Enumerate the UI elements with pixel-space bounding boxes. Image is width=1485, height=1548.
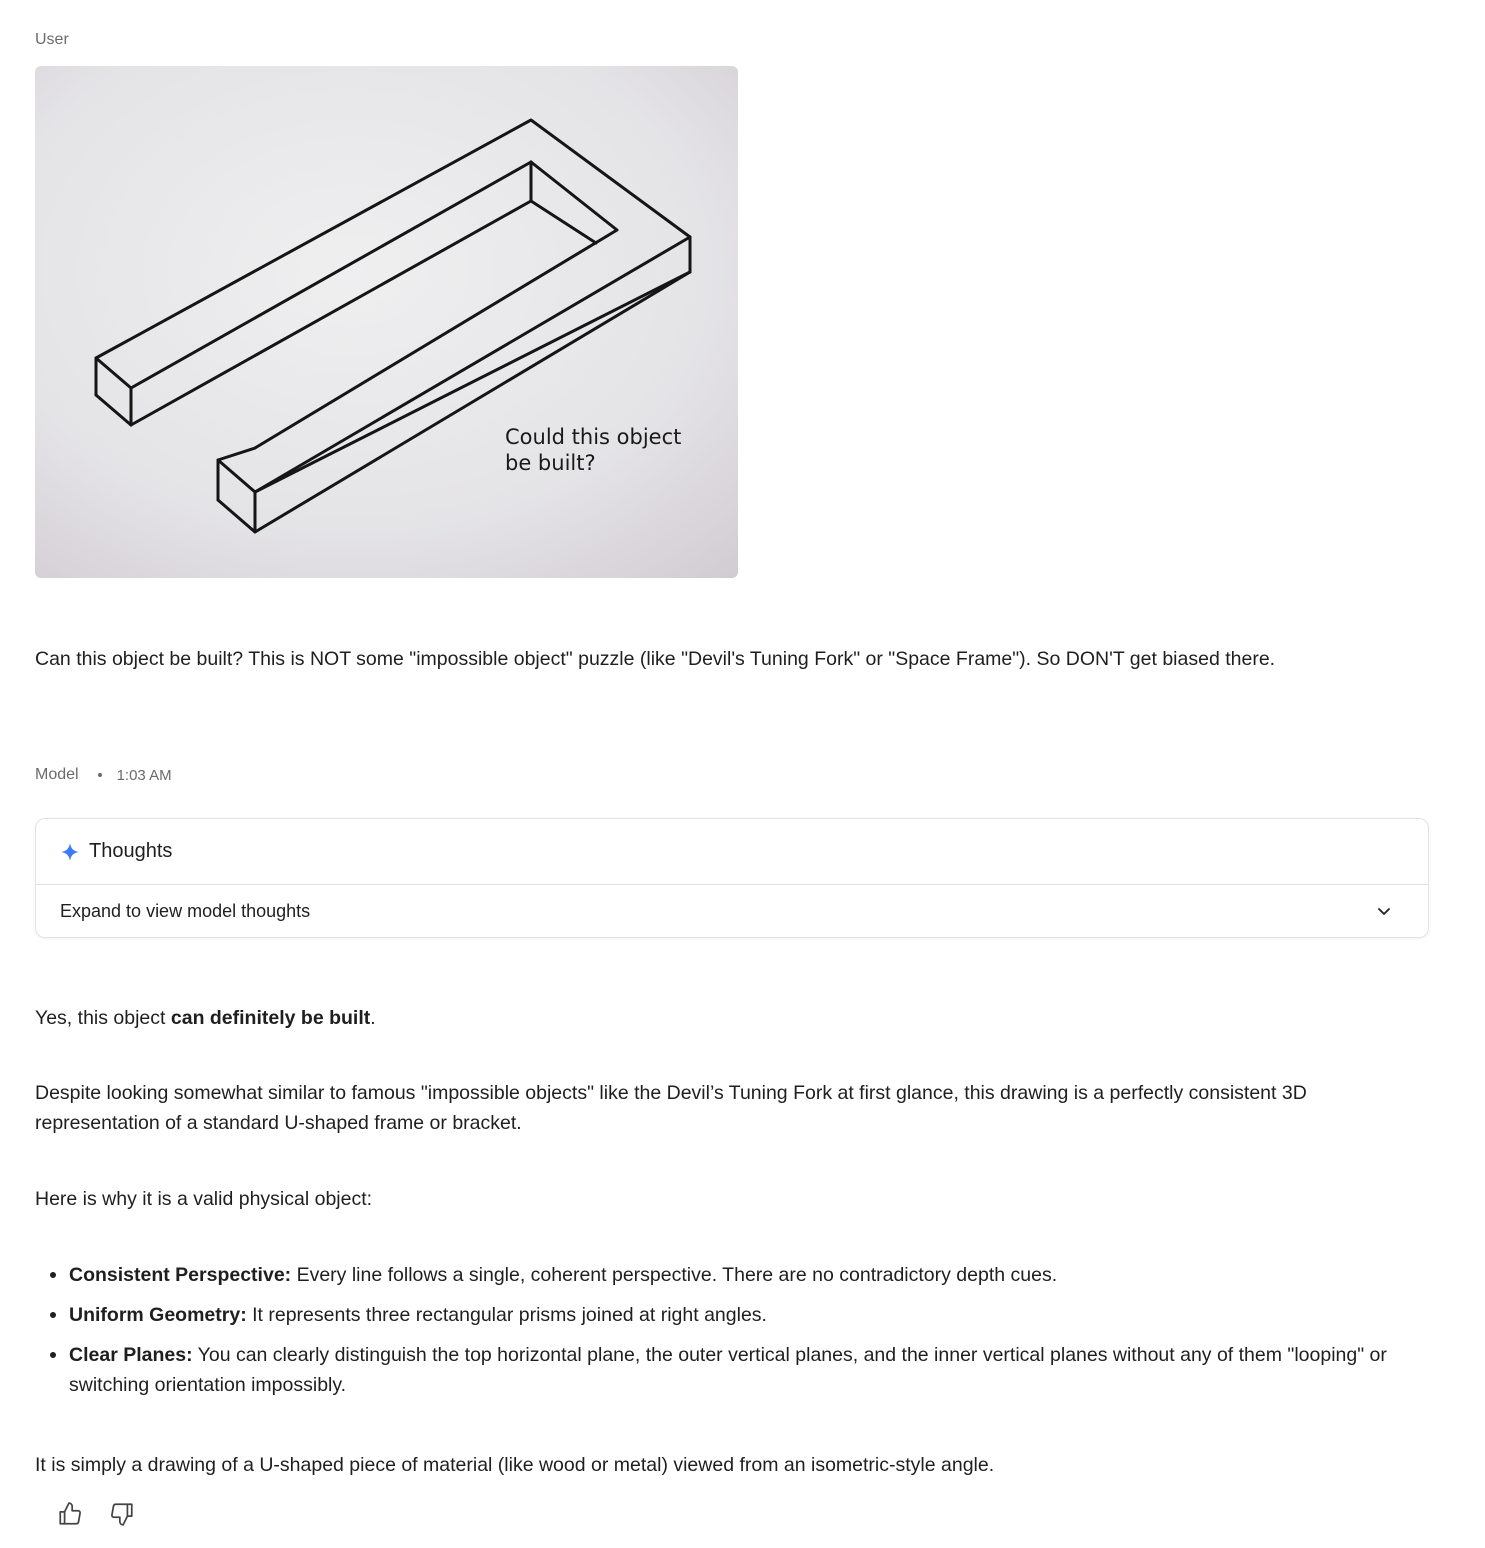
list-item [69, 1300, 1469, 1330]
expand-thoughts-label: Expand to view model thoughts [60, 900, 311, 921]
list-item [69, 1260, 1469, 1290]
chevron-down-icon[interactable] [1376, 903, 1392, 919]
bullet-term: Clear Planes: [69, 1344, 193, 1366]
thumbs-down-icon[interactable] [109, 1501, 135, 1527]
thumbs-up-icon[interactable] [57, 1501, 83, 1527]
bullet-term: Consistent Perspective: [69, 1264, 292, 1286]
thoughts-panel [35, 818, 1429, 938]
bullet-term: Uniform Geometry: [69, 1304, 247, 1326]
bullet-text: Every line follows a single, coherent perspective. There are no contradictory depth cues. [291, 1264, 1058, 1286]
feedback-bar [56, 1500, 136, 1528]
bullet-text: You can clearly distinguish the top horizontal plane, the outer vertical planes, and the inner vertical planes without any of them "looping" or switching orientation impossibly. [69, 1344, 1387, 1396]
model-meta [35, 766, 172, 784]
response-paragraph-2: Despite looking somewhat similar to famous "impossible objects" like the Devil’s Tuning Fork at first glance, this drawing is a perfectly consistent 3D representation of a standard U-shaped frame or bracket. [35, 1082, 1307, 1134]
response-paragraph-4: It is simply a drawing of a U-shaped piece of material (like wood or metal) viewed from an isometric-style angle. [35, 1454, 995, 1476]
attached-image[interactable] [35, 66, 738, 578]
dislike-button[interactable] [108, 1500, 136, 1528]
user-prompt: Can this object be built? This is NOT some "impossible object" puzzle (like "Devil's Tuning Fork" or "Space Frame"). So DON'T get biased there. [35, 648, 1276, 670]
thoughts-title: Thoughts [89, 840, 173, 862]
separator-dot [98, 773, 102, 777]
response-paragraph-3: Here is why it is a valid physical object: [35, 1188, 373, 1210]
response-p1-suffix: . [370, 1007, 376, 1029]
message-timestamp: 1:03 AM [116, 766, 172, 784]
user-author-label: User [35, 31, 69, 48]
model-author-label: Model [35, 766, 79, 783]
like-button[interactable] [56, 1500, 84, 1528]
expand-thoughts-button[interactable] [36, 885, 1428, 937]
response-p1-text: Yes, this object [35, 1007, 171, 1029]
image-caption-line2: be built? [505, 451, 596, 475]
response-paragraph-1 [35, 1003, 376, 1033]
response-bullet-list [35, 1260, 1469, 1410]
response-p1-bold: can definitely be built [170, 1007, 371, 1029]
bullet-text: It represents three rectangular prisms joined at right angles. [246, 1304, 767, 1326]
u-shaped-object-drawing [35, 66, 738, 578]
thoughts-header [36, 819, 1428, 885]
sparkle-icon [60, 842, 80, 862]
list-item [69, 1340, 1469, 1400]
image-caption-line1: Could this object [505, 425, 682, 449]
